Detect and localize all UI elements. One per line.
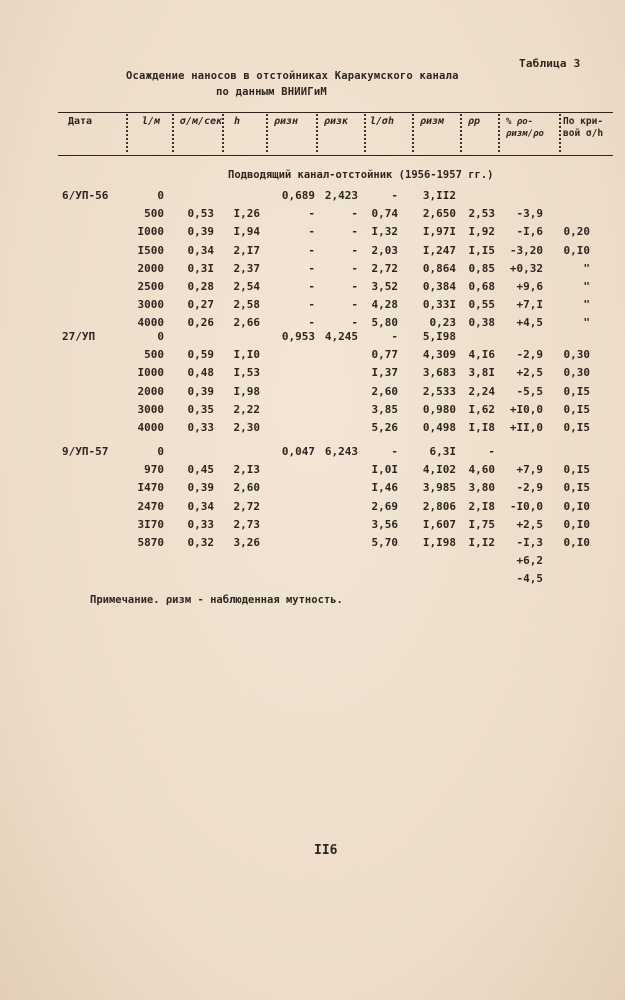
cell-l-over-h: 2,72: [371, 261, 398, 275]
header-divider: [266, 114, 268, 152]
cell-l: 0: [157, 330, 164, 343]
header-l-over-h: l/σh: [370, 116, 395, 127]
header-rho-n: ρизн: [274, 116, 299, 127]
cell-rho-n: -: [308, 316, 315, 330]
cell-curve: 0,I0: [563, 517, 590, 531]
cell-rho-k: 6,243: [324, 445, 358, 458]
cell-sigma: 0,3I: [187, 261, 214, 275]
cell-percent: +6,2: [516, 554, 543, 568]
cell-h: I,98: [233, 384, 260, 398]
cell-rho-p: I,I8: [468, 421, 495, 434]
cell-rho-izm: 3,II2: [422, 189, 456, 202]
cell-h: 2,58: [233, 298, 260, 312]
section-title: Подводящий канал-отстойник (1956-1957 гг.): [228, 169, 494, 181]
cell-rho-izm: 0,33I: [422, 298, 456, 312]
header-date: Дата: [68, 116, 93, 127]
cell-rho-p: 2,53: [468, 207, 495, 221]
cell-h: 2,72: [233, 499, 260, 513]
cell-curve: 0,I0: [563, 536, 590, 549]
cell-l: 2000: [137, 384, 164, 398]
cell-curve: 0,I5: [563, 481, 590, 495]
cell-rho-k: 4,245: [324, 330, 358, 343]
cell-l: I500: [137, 243, 164, 257]
cell-sigma: 0,32: [187, 536, 214, 549]
cell-l-over-h: 3,52: [371, 280, 398, 293]
cell-sigma: 0,45: [187, 463, 214, 477]
cell-rho-k: -: [351, 261, 358, 275]
cell-curve: 0,30: [563, 348, 590, 362]
header-l: l/м: [142, 116, 161, 127]
cell-sigma: 0,39: [187, 225, 214, 239]
cell-curve: 0,I0: [563, 243, 590, 257]
cell-percent: +4,5: [516, 316, 543, 330]
cell-percent: -4,5: [516, 572, 543, 586]
cell-l-over-h: 0,77: [371, 348, 398, 362]
cell-rho-p: 4,60: [468, 463, 495, 477]
cell-rho-p: 2,I8: [468, 499, 495, 513]
group-label: 9/УП-57: [62, 445, 109, 458]
cell-l-over-h: 3,85: [371, 402, 398, 416]
cell-percent: +9,6: [516, 280, 543, 293]
cell-rho-p: 3,8I: [468, 366, 495, 380]
cell-curve: ": [583, 316, 590, 330]
cell-rho-izm: 2,806: [422, 499, 456, 513]
cell-l: I000: [137, 225, 164, 239]
cell-l: 500: [144, 348, 164, 362]
cell-rho-n: 0,953: [281, 330, 315, 343]
cell-rho-izm: 2,533: [422, 384, 456, 398]
cell-rho-izm: 2,650: [422, 207, 456, 221]
cell-h: 2,I3: [233, 463, 260, 477]
cell-rho-p: I,62: [468, 402, 495, 416]
cell-rho-p: I,I2: [468, 536, 495, 549]
header-curve: По кри-вой σ/h: [563, 116, 604, 139]
cell-h: 2,37: [233, 261, 260, 275]
cell-curve: 0,20: [563, 225, 590, 239]
header-divider: [364, 114, 366, 152]
cell-percent: -3,20: [509, 243, 543, 257]
cell-rho-k: 2,423: [324, 189, 358, 202]
cell-sigma: 0,34: [187, 243, 214, 257]
header-rho-k: ρизк: [324, 116, 349, 127]
cell-l: 0: [157, 445, 164, 458]
cell-h: 2,22: [233, 402, 260, 416]
cell-rho-n: -: [308, 298, 315, 312]
table-label: Таблица 3: [519, 57, 581, 70]
cell-rho-k: -: [351, 225, 358, 239]
cell-rho-k: -: [351, 316, 358, 330]
cell-sigma: 0,27: [187, 298, 214, 312]
cell-l: 3000: [137, 402, 164, 416]
cell-percent: -3,9: [516, 207, 543, 221]
cell-rho-izm: I,607: [422, 517, 456, 531]
cell-curve: ": [583, 298, 590, 312]
cell-curve: ": [583, 261, 590, 275]
cell-h: I,94: [233, 225, 260, 239]
cell-l-over-h: -: [391, 189, 398, 202]
cell-l-over-h: I,0I: [371, 463, 398, 477]
cell-sigma: 0,39: [187, 481, 214, 495]
cell-percent: +II,0: [509, 421, 543, 434]
cell-rho-p: 0,85: [468, 261, 495, 275]
header-divider: [460, 114, 462, 152]
cell-rho-n: -: [308, 243, 315, 257]
cell-sigma: 0,34: [187, 499, 214, 513]
cell-rho-izm: 6,3I: [429, 445, 456, 458]
cell-l-over-h: 3,56: [371, 517, 398, 531]
cell-l: 0: [157, 189, 164, 202]
cell-sigma: 0,39: [187, 384, 214, 398]
cell-h: I,26: [233, 207, 260, 221]
cell-l: 2470: [137, 499, 164, 513]
cell-l-over-h: I,46: [371, 481, 398, 495]
cell-sigma: 0,33: [187, 517, 214, 531]
header-divider: [412, 114, 414, 152]
cell-rho-p: I,92: [468, 225, 495, 239]
cell-l-over-h: 2,69: [371, 499, 398, 513]
cell-rho-izm: 0,980: [422, 402, 456, 416]
cell-rho-izm: 0,23: [429, 316, 456, 330]
cell-percent: +2,5: [516, 366, 543, 380]
cell-h: I,I0: [233, 348, 260, 362]
group-label: 27/УП: [62, 330, 96, 343]
cell-percent: -2,9: [516, 481, 543, 495]
cell-l: 970: [144, 463, 164, 477]
cell-h: 2,60: [233, 481, 260, 495]
header-rho-p: ρр: [468, 116, 481, 127]
cell-l: I470: [137, 481, 164, 495]
cell-rho-n: 0,047: [281, 445, 315, 458]
group-label: 6/УП-56: [62, 189, 109, 202]
header-top-rule: [58, 112, 613, 113]
cell-rho-n: -: [308, 225, 315, 239]
cell-l: 2000: [137, 261, 164, 275]
header-divider: [498, 114, 500, 152]
table-title-line2: по данным ВНИИГиМ: [216, 86, 327, 98]
cell-rho-izm: I,I98: [422, 536, 456, 549]
cell-l: 5870: [137, 536, 164, 549]
cell-rho-k: -: [351, 298, 358, 312]
table-title-line1: Осаждение наносов в отстойниках Каракумского канала: [126, 70, 459, 82]
cell-sigma: 0,48: [187, 366, 214, 380]
cell-rho-p: 4,I6: [468, 348, 495, 362]
cell-percent: +7,I: [516, 298, 543, 312]
cell-percent: +7,9: [516, 463, 543, 477]
cell-rho-izm: 3,683: [422, 366, 456, 380]
cell-l-over-h: I,37: [371, 366, 398, 380]
cell-rho-izm: 5,I98: [422, 330, 456, 343]
cell-curve: 0,I5: [563, 384, 590, 398]
header-divider: [559, 114, 561, 152]
cell-curve: 0,30: [563, 366, 590, 380]
cell-l: 3000: [137, 298, 164, 312]
cell-h: 2,I7: [233, 243, 260, 257]
cell-percent: -I,6: [516, 225, 543, 239]
cell-sigma: 0,26: [187, 316, 214, 330]
cell-l-over-h: 2,03: [371, 243, 398, 257]
cell-percent: +0,32: [509, 261, 543, 275]
cell-percent: -I,3: [516, 536, 543, 549]
cell-percent: -2,9: [516, 348, 543, 362]
cell-h: 2,66: [233, 316, 260, 330]
cell-l-over-h: 4,28: [371, 298, 398, 312]
cell-rho-n: -: [308, 207, 315, 221]
cell-h: 2,30: [233, 421, 260, 434]
cell-l-over-h: 5,70: [371, 536, 398, 549]
cell-sigma: 0,59: [187, 348, 214, 362]
cell-rho-p: 0,55: [468, 298, 495, 312]
header-divider: [172, 114, 174, 152]
cell-rho-k: -: [351, 207, 358, 221]
cell-rho-p: 3,80: [468, 481, 495, 495]
cell-percent: +2,5: [516, 517, 543, 531]
cell-sigma: 0,33: [187, 421, 214, 434]
cell-curve: 0,I5: [563, 463, 590, 477]
cell-rho-izm: 0,384: [422, 280, 456, 293]
page-number: II6: [314, 843, 338, 858]
cell-rho-izm: I,97I: [422, 225, 456, 239]
cell-h: 2,54: [233, 280, 260, 293]
cell-rho-izm: 0,864: [422, 261, 456, 275]
header-sigma: σ/м/сек: [180, 116, 223, 127]
cell-rho-p: 0,68: [468, 280, 495, 293]
header-h: h: [234, 116, 241, 127]
cell-l-over-h: -: [391, 330, 398, 343]
cell-l: I000: [137, 366, 164, 380]
cell-rho-n: -: [308, 280, 315, 293]
cell-rho-izm: 4,I02: [422, 463, 456, 477]
cell-percent: -I0,0: [509, 499, 543, 513]
cell-l-over-h: 0,74: [371, 207, 398, 221]
header-percent: % ρо-ρизм/ρо: [506, 117, 544, 139]
cell-l: 4000: [137, 316, 164, 330]
cell-l-over-h: I,32: [371, 225, 398, 239]
cell-rho-p: I,I5: [468, 243, 495, 257]
cell-rho-k: -: [351, 280, 358, 293]
cell-l-over-h: 5,26: [371, 421, 398, 434]
cell-sigma: 0,28: [187, 280, 214, 293]
cell-sigma: 0,53: [187, 207, 214, 221]
cell-curve: ": [583, 280, 590, 293]
cell-l: 2500: [137, 280, 164, 293]
cell-l-over-h: 5,80: [371, 316, 398, 330]
cell-curve: 0,I0: [563, 499, 590, 513]
header-divider: [222, 114, 224, 152]
footnote: Примечание. ρизм - наблюденная мутность.: [90, 594, 343, 606]
cell-rho-izm: 3,985: [422, 481, 456, 495]
cell-rho-p: 0,38: [468, 316, 495, 330]
cell-rho-izm: 0,498: [422, 421, 456, 434]
cell-rho-izm: 4,309: [422, 348, 456, 362]
cell-rho-k: -: [351, 243, 358, 257]
cell-l: 4000: [137, 421, 164, 434]
cell-curve: 0,I5: [563, 402, 590, 416]
cell-l-over-h: -: [391, 445, 398, 458]
cell-l-over-h: 2,60: [371, 384, 398, 398]
cell-curve: 0,I5: [563, 421, 590, 434]
cell-h: I,53: [233, 366, 260, 380]
cell-rho-n: -: [308, 261, 315, 275]
cell-rho-n: 0,689: [281, 189, 315, 202]
cell-h: 2,73: [233, 517, 260, 531]
cell-rho-p: -: [488, 445, 495, 458]
cell-l: 500: [144, 207, 164, 221]
cell-sigma: 0,35: [187, 402, 214, 416]
cell-h: 3,26: [233, 536, 260, 549]
cell-l: 3I70: [137, 517, 164, 531]
header-rho-izm: ρизм: [420, 116, 445, 127]
header-divider: [126, 114, 128, 152]
cell-percent: -5,5: [516, 384, 543, 398]
header-divider: [316, 114, 318, 152]
cell-percent: +I0,0: [509, 402, 543, 416]
cell-rho-p: 2,24: [468, 384, 495, 398]
cell-rho-p: I,75: [468, 517, 495, 531]
header-bottom-rule: [58, 155, 613, 156]
cell-rho-izm: I,247: [422, 243, 456, 257]
